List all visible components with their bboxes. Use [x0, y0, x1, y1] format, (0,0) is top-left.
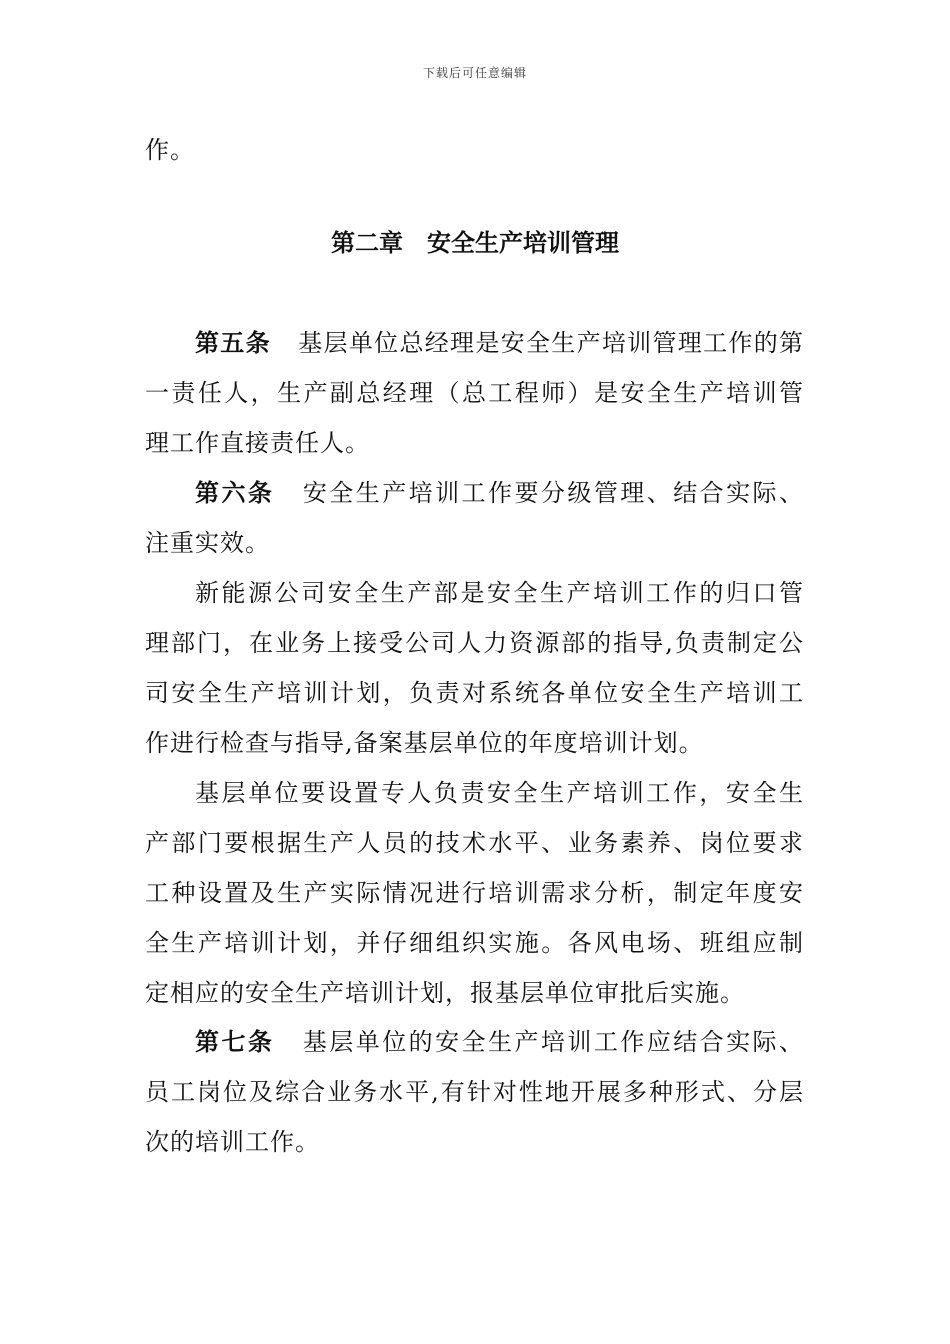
article7-label: 第七条: [195, 1028, 275, 1056]
article7-line3: 次的培训工作。: [145, 1128, 320, 1156]
article6-label: 第六条: [195, 479, 275, 507]
article6-para3-line: 全生产培训计划，并仔细组织实施。各风电场、班组应制: [145, 929, 803, 957]
article6-line1: [195, 477, 803, 509]
top-fragment: 作。: [145, 136, 195, 164]
chapter-title: 第二章 安全生产培训管理: [331, 229, 619, 257]
article5-line3: 理工作直接责任人。: [145, 429, 370, 457]
article6-text1: 安全生产培训工作要分级管理、结合实际、: [300, 479, 804, 507]
article5-label: 第五条: [195, 329, 271, 357]
page-header: 下载后可任意编辑: [422, 66, 527, 80]
article6-para2-line: 司安全生产培训计划，负责对系统各单位安全生产培训工: [145, 679, 803, 707]
article7-line1: [195, 1026, 803, 1058]
article6-para2-line: 新能源公司安全生产部是安全生产培训工作的归口管: [195, 579, 803, 607]
article6-para2-line: 理部门，在业务上接受公司人力资源部的指导,负责制定公: [145, 629, 803, 657]
article6-line2: 注重实效。: [145, 529, 270, 557]
article6-para2-line: 作进行检查与指导,备案基层单位的年度培训计划。: [145, 729, 704, 757]
article5-text1: 基层单位总经理是安全生产培训管理工作的第: [296, 329, 804, 357]
article6-para3-line: 产部门要根据生产人员的技术水平、业务素养、岗位要求: [145, 829, 803, 857]
article5-line1: [195, 327, 803, 359]
article7-line2: 员工岗位及综合业务水平,有针对性地开展多种形式、分层: [145, 1078, 803, 1106]
article6-para3-line: 定相应的安全生产培训计划，报基层单位审批后实施。: [145, 979, 745, 1007]
article6-para3-line: 工种设置及生产实际情况进行培训需求分析，制定年度安: [145, 879, 803, 907]
article5-line2: 一责任人，生产副总经理（总工程师）是安全生产培训管: [145, 379, 803, 407]
article7-text1: 基层单位的安全生产培训工作应结合实际、: [300, 1028, 804, 1056]
article6-para3-line: 基层单位要设置专人负责安全生产培训工作，安全生: [195, 779, 803, 807]
